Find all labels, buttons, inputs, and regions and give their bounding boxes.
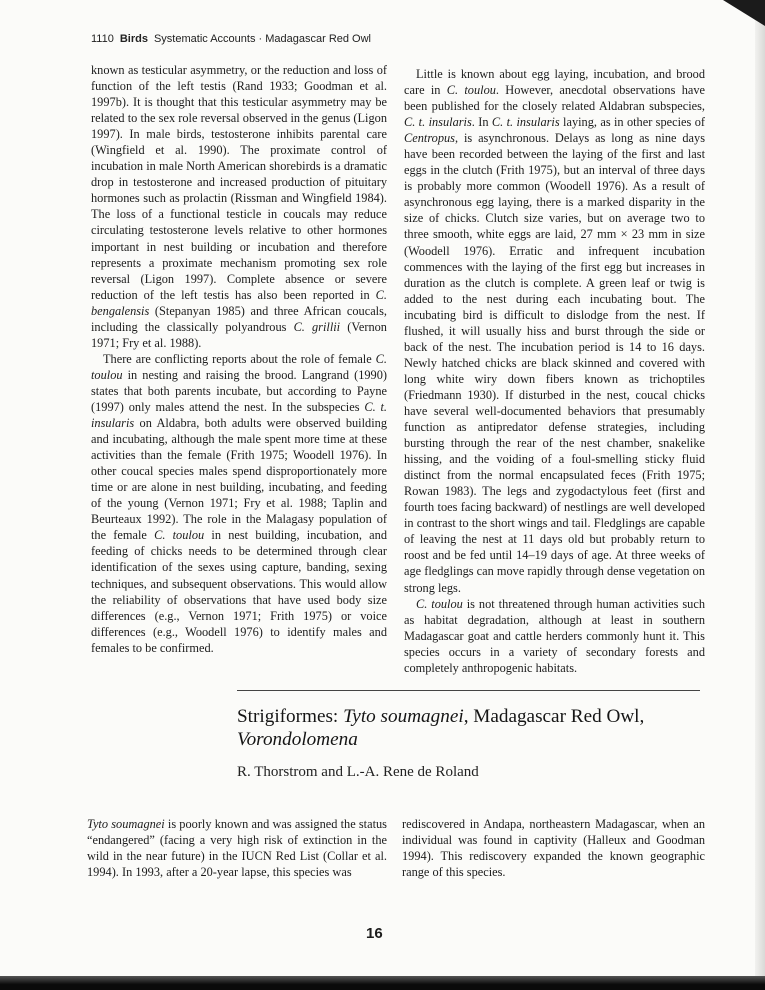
species-name: C. toulou (154, 528, 205, 543)
running-header (91, 33, 371, 45)
species-name: C. toulou (91, 351, 387, 382)
heading-common-name: , Madagascar Red Owl, (463, 706, 645, 727)
species-name: C. t. insularis (491, 115, 560, 130)
left-paragraph-1 (91, 62, 387, 351)
folded-corner (723, 0, 765, 26)
header-page-number: 1110 (91, 33, 114, 45)
left-paragraph-2 (91, 351, 387, 656)
scan-bottom-shadow (0, 976, 765, 990)
text-run: . However, anecdotal observations have been published for the closely related Aldabran subspecies, (404, 83, 706, 114)
text-run: (Stepanyan 1985) and three African coucals, including the classically polyandrous (91, 303, 387, 334)
right-column (404, 66, 705, 676)
heading-species: Tyto soumagnei (343, 706, 464, 727)
scan-edge (755, 0, 765, 990)
heading-order: Strigiformes: (237, 706, 344, 727)
text-run: in nesting and raising the brood. Langrand (1990) states that both parents incubate, but according to Payne (1997) only males attend the nest. In the subspecies (91, 367, 387, 414)
section-right-column (402, 816, 705, 880)
section-left-column (87, 816, 387, 880)
text-run: . In (471, 115, 492, 130)
header-section: Birds (119, 33, 148, 45)
section-right-paragraph: rediscovered in Andapa, northeastern Madagascar, when an individual was found in captivity (Halleux and Goodman 1994). This rediscovery expanded the known geographic range of this species. (402, 817, 705, 880)
genus-name: Centropus (404, 131, 455, 146)
text-run: laying, as in other species of (559, 115, 705, 130)
text-run: (Vernon 1971; Fry et al. 1988). (91, 319, 387, 350)
right-paragraph-2 (404, 596, 705, 676)
right-paragraph-1 (404, 66, 705, 596)
species-name: Tyto soumagnei (87, 817, 165, 831)
section-heading (237, 705, 707, 751)
species-name: C. toulou (446, 83, 496, 98)
text-run: in nest building, incubation, and feeding of chicks needs to be determined through clear identification of the sexes using capture, banding, sexing techniques, and subsequent observations. This would allow the reliability of observations that have used body size differences (e.g., Vernon 1971; Frith 1975) or voice differences (e.g., Woodell 1976) to identify males and females to be confirmed. (91, 528, 387, 655)
header-subsection: Systematic Accounts · Madagascar Red Owl (153, 33, 371, 45)
species-name: C. t. insularis (91, 399, 387, 431)
species-name: C. bengalensis (91, 287, 387, 318)
text-run: is poorly known and was assigned the status “endangered” (facing a very high risk of extinction in the wild in the near future) in the IUCN Red List (Collar et al. 1994). In 1993, after a 20-year lapse, this species was (87, 817, 387, 880)
text-run: on Aldabra, both adults were observed building and incubating, although the male spent more time at these activities than the female (Frith 1975; Woodell 1976). In other coucal species males spend disproportionately more time or are alone in nest building, incubating, and feeding of the young (Vernon 1971; Fry et al. 1988; Taplin and Beurteaux 1992). The role in the Malagasy population of the female (91, 416, 387, 543)
text-run: known as testicular asymmetry, or the reduction and loss of function of the left testis (Rand 1933; Goodman et al. 1997b). It is thought that this testicular asymmetry may be related to the sex role reversal observed in the genus (Ligon 1997). In male birds, testosterone inhibits parental care (Wingfield et al. 1990). The proximate control of incubation in male North American shorebirds is a dramatic drop in testosterone and increased production of pituitary hormones such as prolactin (Rissman and Wingfield 1984). The loss of a functional testicle in coucals may reduce circulating testosterone levels relative to other hormones important in nest building or incubation and therefore represents a proximate mechanism promoting sex role reversal (Ligon 1997). Complete absence or severe reduction of the left testis has also been reported in (91, 63, 387, 302)
text-run: Little is known about egg laying, incubation, and brood care in (404, 67, 705, 98)
species-name: C. t. insularis (404, 115, 472, 130)
section-divider (237, 690, 700, 691)
footer-page-number: 16 (366, 925, 383, 942)
species-name: C. grillii (293, 319, 341, 334)
text-run: There are conflicting reports about the role of female (103, 351, 376, 366)
text-run: is not threatened through human activities such as habitat degradation, although at least in southern Madagascar goat and cattle herders commonly hunt it. This species occurs in a variety of secondary forests and completely anthropogenic habitats. (404, 596, 705, 675)
heading-vernacular: Vorondolomena (237, 729, 358, 750)
text-run: , is asynchronous. Delays as long as nine days have been recorded between the laying of the first and last eggs in the clutch (Frith 1975), but an interval of three days is probably more common (Woodell 1976). As a result of asynchronous egg laying, there is a marked disparity in the size of chicks. Clutch size varies, but on average two to three smooth, white eggs are laid, 27 mm × 23 mm in size (Woodell 1976). Erratic and infrequent incubation commences with the laying of the first egg but increases in duration as the clutch is complete. A green leaf or twig is added to the nest during each incubating bout. The incubating bird is difficult to dislodge from the nest. If flushed, it will usually hiss and burst through the side or back of the nest. The incubation period is 14 to 16 days. Newly hatched chicks are black skinned and covered with long white wiry down fibers known as trichoptiles (Friedmann 1930). If disturbed in the nest, coucal chicks have several well-documented behaviors that presumably function as antipredator defense strategies, including bursting through the rear of the nest chamber, snakelike hissing, and the voiding of a foul-smelling sticky fluid distinct from the normal encapsulated feces (Frith 1975; Rowan 1983). The legs and zygodactylous feet (first and fourth toes facing backward) of nestlings are well developed in contrast to the short wings and tail. Fledglings are capable of leaving the nest at 11 days old but probably return to roost and be fed until 14–19 days of age. At three weeks of age fledglings can move rapidly through dense vegetation on strong legs. (404, 131, 705, 595)
authors: R. Thorstrom and L.-A. Rene de Roland (237, 764, 479, 780)
section-left-paragraph (87, 816, 387, 880)
species-name: C. toulou (416, 596, 463, 611)
left-column (91, 62, 387, 656)
